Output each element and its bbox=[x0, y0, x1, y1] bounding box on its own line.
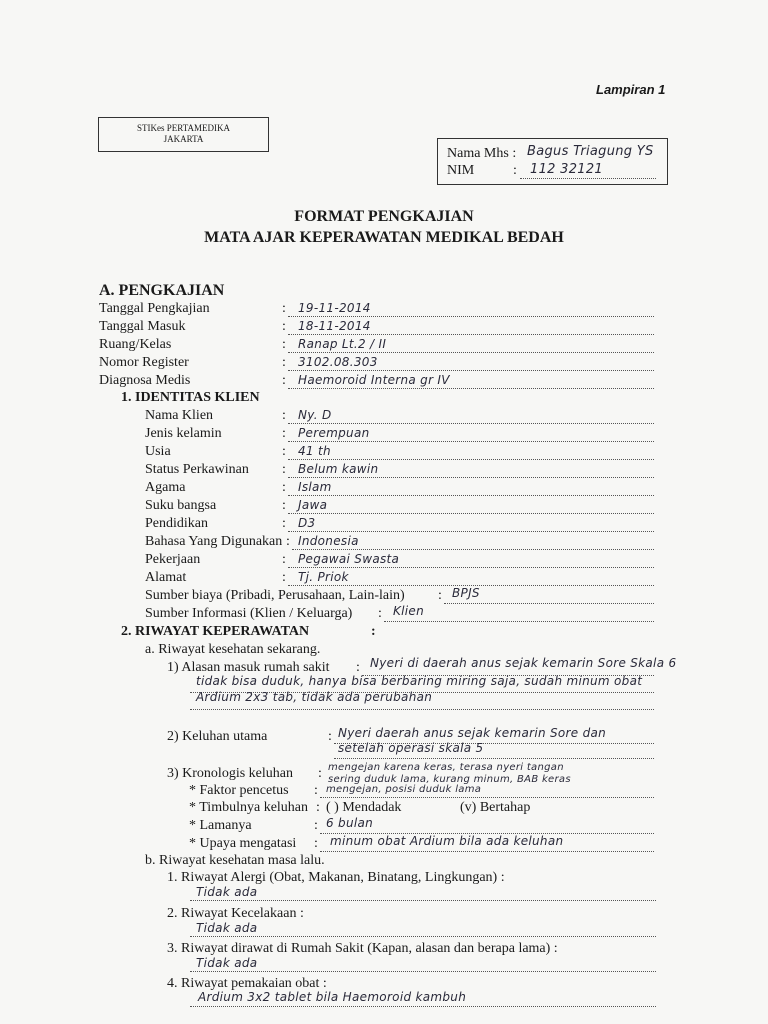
sumber-informasi-value: Klien bbox=[393, 604, 425, 618]
field-colon: : bbox=[282, 516, 286, 531]
field-value: Jawa bbox=[298, 498, 328, 512]
field-dotted-line bbox=[320, 797, 654, 798]
field-dotted-line bbox=[288, 567, 654, 568]
field-value: Islam bbox=[298, 480, 332, 494]
field-label: Usia bbox=[145, 444, 171, 459]
timbulnya-keluhan-label: * Timbulnya keluhan bbox=[189, 800, 309, 815]
form-title-line2: MATA AJAR KEPERAWATAN MEDIKAL BEDAH bbox=[204, 229, 564, 246]
nama-mhs-value: Bagus Triagung YS bbox=[527, 144, 654, 159]
field-label: Pekerjaan bbox=[145, 552, 201, 567]
field-label: Agama bbox=[145, 480, 186, 495]
keluhan-line-1: Nyeri daerah anus sejak kemarin Sore dan bbox=[338, 726, 607, 740]
past-item-value: Tidak ada bbox=[196, 956, 258, 970]
form-title-line1: FORMAT PENGKAJIAN bbox=[294, 208, 474, 225]
field-dotted-line bbox=[320, 851, 654, 852]
field-label: Tanggal Masuk bbox=[99, 319, 186, 334]
nama-mhs-label: Nama Mhs : bbox=[447, 146, 517, 161]
field-colon: : bbox=[282, 319, 286, 334]
kronologis-label: 3) Kronologis keluhan bbox=[167, 766, 293, 781]
field-colon: : bbox=[282, 552, 286, 567]
field-value: Perempuan bbox=[298, 426, 370, 440]
alasan-label: 1) Alasan masuk rumah sakit bbox=[167, 660, 330, 675]
field-label: Pendidikan bbox=[145, 516, 208, 531]
field-value: 19-11-2014 bbox=[298, 301, 371, 315]
field-dotted-line bbox=[288, 513, 654, 514]
field-colon: : bbox=[314, 818, 318, 833]
bertahap-option: (v) Bertahap bbox=[460, 800, 531, 815]
field-label: Diagnosa Medis bbox=[99, 373, 191, 388]
field-dotted-line bbox=[288, 531, 654, 532]
field-value: 41 th bbox=[298, 444, 331, 458]
field-value: 3102.08.303 bbox=[298, 355, 378, 369]
field-dotted-line bbox=[288, 316, 654, 317]
field-dotted-line bbox=[334, 758, 654, 759]
field-dotted-line bbox=[288, 477, 654, 478]
field-dotted-line bbox=[288, 495, 654, 496]
field-dotted-line bbox=[288, 423, 654, 424]
field-label: Tanggal Pengkajian bbox=[99, 301, 210, 316]
field-colon: : bbox=[314, 836, 318, 851]
field-colon: : bbox=[282, 444, 286, 459]
sumber-biaya-label: Sumber biaya (Pribadi, Perusahaan, Lain-lain) bbox=[145, 588, 405, 603]
field-label: Alamat bbox=[145, 570, 187, 585]
nim-label: NIM bbox=[447, 163, 475, 178]
field-colon: : bbox=[316, 800, 320, 815]
mendadak-option: ( ) Mendadak bbox=[326, 800, 402, 815]
field-value: Pegawai Swasta bbox=[298, 552, 400, 566]
field-value: Belum kawin bbox=[298, 462, 379, 476]
upaya-mengatasi-value: minum obat Ardium bila ada keluhan bbox=[330, 834, 564, 848]
field-dotted-line bbox=[288, 459, 654, 460]
upaya-mengatasi-label: * Upaya mengatasi bbox=[189, 836, 297, 851]
field-value: Ranap Lt.2 / II bbox=[298, 337, 387, 351]
keluhan-utama-label: 2) Keluhan utama bbox=[167, 729, 268, 744]
field-colon: : bbox=[314, 783, 318, 798]
field-colon: : bbox=[282, 498, 286, 513]
field-dotted-line bbox=[190, 936, 656, 937]
field-value: 18-11-2014 bbox=[298, 319, 371, 333]
field-value: Indonesia bbox=[298, 534, 359, 548]
field-colon: : bbox=[282, 301, 286, 316]
nim-value: 112 32121 bbox=[530, 162, 604, 177]
field-colon: : bbox=[356, 660, 360, 675]
kronologis-line-2: sering duduk lama, kurang minum, BAB keras bbox=[328, 774, 571, 785]
past-item-label: 3. Riwayat dirawat di Rumah Sakit (Kapan, alasan dan berapa lama) : bbox=[167, 941, 558, 956]
field-label: Status Perkawinan bbox=[145, 462, 249, 477]
field-dotted-line bbox=[384, 621, 654, 622]
field-colon: : bbox=[282, 462, 286, 477]
riwayat-heading-colon: : bbox=[371, 624, 376, 639]
sumber-informasi-label: Sumber Informasi (Klien / Keluarga) bbox=[145, 606, 353, 621]
field-dotted-line bbox=[288, 334, 654, 335]
field-dotted-line bbox=[288, 441, 654, 442]
institution-line2: JAKARTA bbox=[163, 134, 204, 144]
riwayat-masa-lalu-label: b. Riwayat kesehatan masa lalu. bbox=[145, 853, 325, 868]
field-dotted-line bbox=[190, 709, 654, 710]
alasan-line-1: Nyeri di daerah anus sejak kemarin Sore Skala 6 bbox=[370, 656, 677, 670]
riwayat-sekarang-label: a. Riwayat kesehatan sekarang. bbox=[145, 642, 321, 657]
field-dotted-line bbox=[288, 370, 654, 371]
past-item-value: Ardium 3x2 tablet bila Haemoroid kambuh bbox=[198, 990, 467, 1004]
field-dotted-line bbox=[190, 900, 656, 901]
field-colon: : bbox=[282, 355, 286, 370]
lampiran-label: Lampiran 1 bbox=[596, 82, 666, 97]
field-colon: : bbox=[438, 588, 442, 603]
field-dotted-line bbox=[292, 549, 654, 550]
faktor-pencetus-label: * Faktor pencetus bbox=[189, 783, 289, 798]
field-dotted-line bbox=[288, 352, 654, 353]
field-colon: : bbox=[282, 337, 286, 352]
past-item-value: Tidak ada bbox=[196, 885, 258, 899]
past-item-label: 2. Riwayat Kecelakaan : bbox=[167, 906, 304, 921]
field-label: Jenis kelamin bbox=[145, 426, 222, 441]
field-colon: : bbox=[282, 408, 286, 423]
field-label: Nomor Register bbox=[99, 355, 189, 370]
past-item-label: 1. Riwayat Alergi (Obat, Makanan, Binatang, Lingkungan) : bbox=[167, 870, 505, 885]
field-dotted-line bbox=[444, 603, 654, 604]
institution-line1: STIKes PERTAMEDIKA bbox=[137, 123, 230, 133]
field-value: D3 bbox=[298, 516, 316, 530]
kronologis-line-1: mengejan karena keras, terasa nyeri tangan bbox=[328, 762, 564, 773]
alasan-line-2: tidak bisa duduk, hanya bisa berbaring miring saja, sudah minum obat bbox=[196, 674, 643, 688]
field-colon: : bbox=[282, 570, 286, 585]
institution-box bbox=[98, 117, 269, 152]
field-value: Ny. D bbox=[298, 408, 332, 422]
field-label: Bahasa Yang Digunakan bbox=[145, 534, 283, 549]
sumber-biaya-value: BPJS bbox=[452, 586, 480, 600]
faktor-pencetus-value: mengejan, posisi duduk lama bbox=[326, 784, 482, 795]
alasan-line-3: Ardium 2x3 tab, tidak ada perubahan bbox=[196, 690, 433, 704]
identitas-heading: 1. IDENTITAS KLIEN bbox=[121, 390, 260, 405]
field-value: Haemoroid Interna gr IV bbox=[298, 373, 450, 387]
nim-dotted-line bbox=[520, 178, 656, 179]
riwayat-heading: 2. RIWAYAT KEPERAWATAN bbox=[121, 624, 310, 639]
section-a-heading: A. PENGKAJIAN bbox=[99, 282, 225, 299]
past-item-value: Tidak ada bbox=[196, 921, 258, 935]
field-dotted-line bbox=[190, 1006, 656, 1007]
field-label: Ruang/Kelas bbox=[99, 337, 172, 352]
field-colon: : bbox=[282, 480, 286, 495]
field-dotted-line bbox=[190, 971, 656, 972]
field-dotted-line bbox=[288, 388, 654, 389]
field-label: Suku bangsa bbox=[145, 498, 217, 513]
lamanya-value: 6 bulan bbox=[326, 816, 374, 830]
field-colon: : bbox=[318, 766, 322, 781]
field-value: Tj. Priok bbox=[298, 570, 349, 584]
lamanya-label: * Lamanya bbox=[189, 818, 252, 833]
field-colon: : bbox=[282, 373, 286, 388]
field-colon: : bbox=[282, 426, 286, 441]
field-label: Nama Klien bbox=[145, 408, 214, 423]
field-colon: : bbox=[286, 534, 290, 549]
keluhan-line-2: setelah operasi skala 5 bbox=[338, 741, 484, 755]
past-item-label: 4. Riwayat pemakaian obat : bbox=[167, 976, 327, 991]
field-colon: : bbox=[328, 729, 332, 744]
nim-colon: : bbox=[513, 163, 517, 178]
field-colon: : bbox=[378, 606, 382, 621]
